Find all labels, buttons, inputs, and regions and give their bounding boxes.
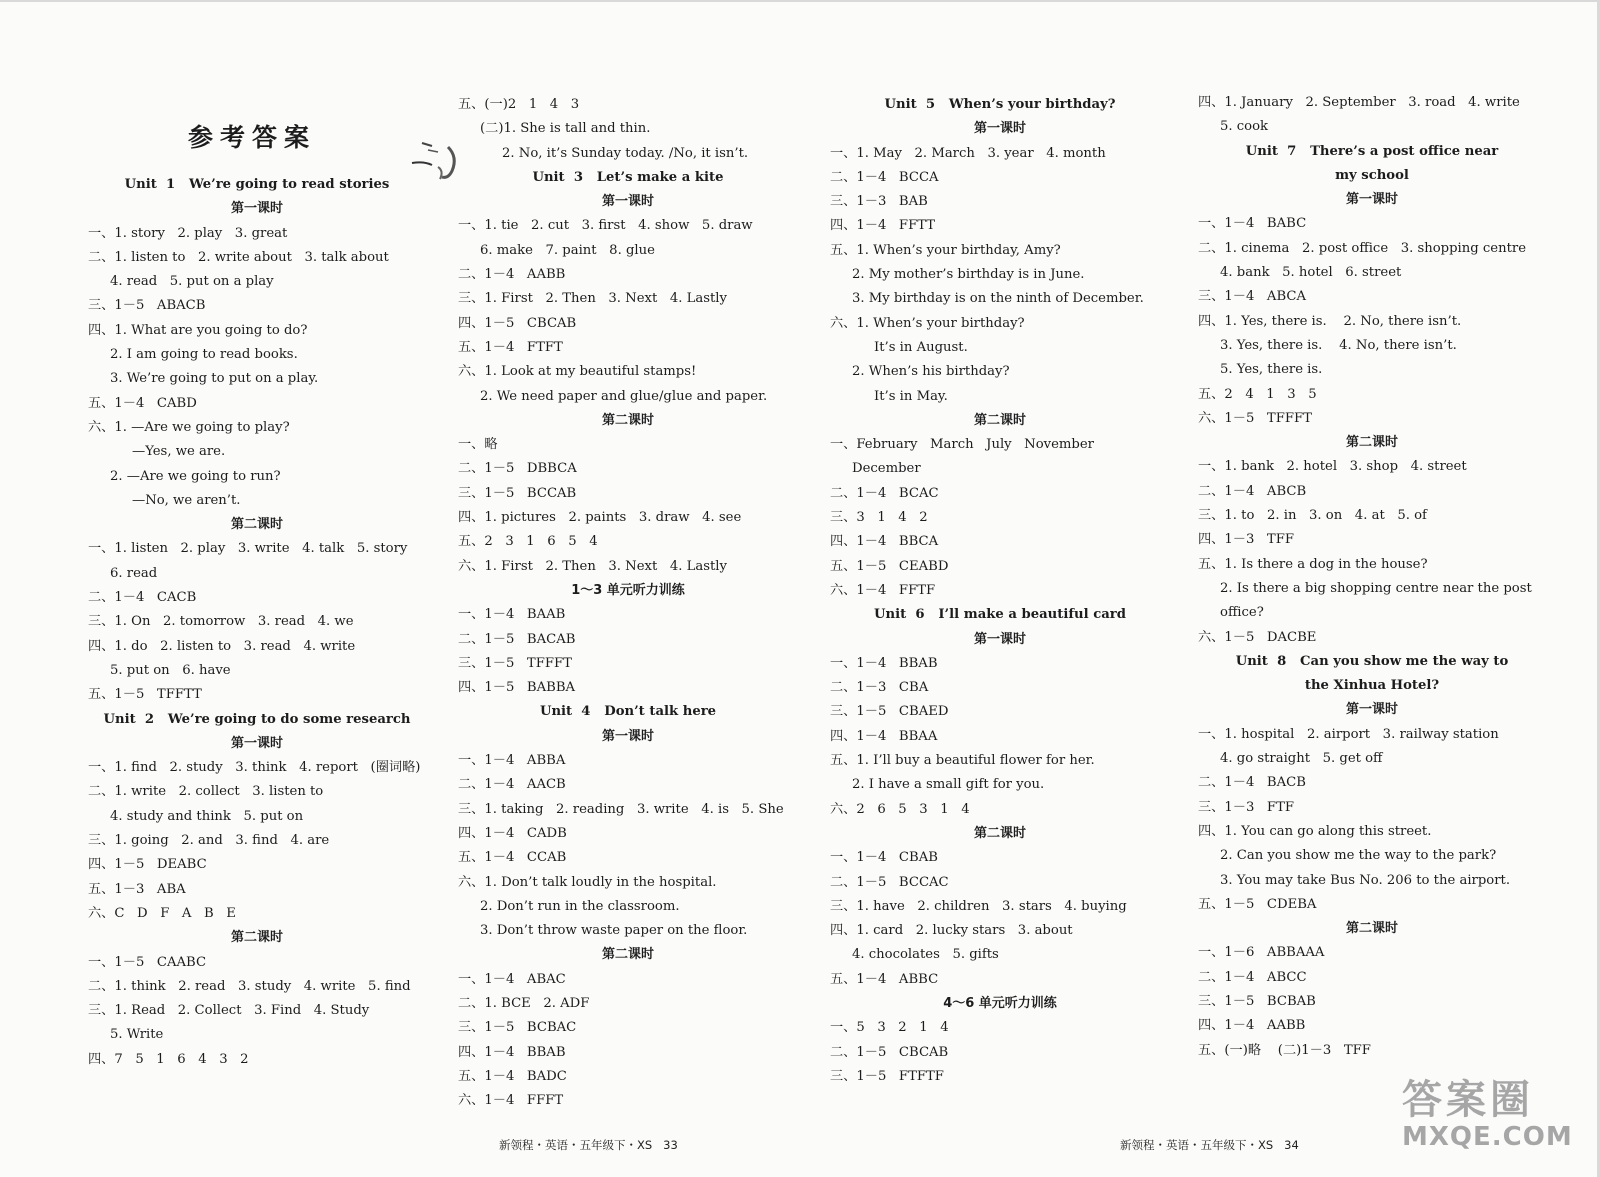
answer-line: —No, we aren’t. [132, 492, 241, 508]
answer-line: 2. —Are we going to run? [110, 468, 281, 484]
answer-line: 五、1－5 CDEBA [1198, 896, 1317, 912]
answer-line: 5. Write [110, 1027, 164, 1043]
answer-line: 六、1. —Are we going to play? [88, 419, 290, 435]
page-footer-left: 新领程・英语・五年级下・XS 33 [499, 1138, 678, 1152]
answer-line: 四、7 5 1 6 4 3 2 [88, 1051, 249, 1067]
answer-line: 三、1－5 BCBAC [458, 1020, 577, 1036]
lesson-heading: 第二课时 [601, 412, 654, 428]
answer-line: 四、1－4 BBCA [830, 534, 939, 550]
answer-line: 五、1－5 TFFTT [88, 687, 202, 703]
answer-line: 2. Don’t run in the classroom. [480, 898, 680, 914]
answer-line: 四、1. January 2. September 3. road 4. write [1198, 95, 1520, 110]
answer-line: 五、1－4 CABD [88, 395, 197, 411]
answer-line: 四、1. You can go along this street. [1198, 823, 1432, 839]
lesson-heading: 4～6 单元听力训练 [943, 995, 1057, 1011]
answer-line: 四、1－4 BBAB [458, 1044, 566, 1060]
lesson-heading: 第一课时 [230, 201, 283, 217]
answer-line: 三、3 1 4 2 [830, 510, 928, 526]
answer-line: 六、1－5 DACBE [1198, 629, 1317, 645]
answer-line: 三、1－3 FTF [1198, 799, 1295, 815]
answer-line: 三、1－3 BAB [830, 194, 928, 210]
answer-line: 六、1. First 2. Then 3. Next 4. Lastly [458, 558, 727, 574]
answer-line: 一、1－4 CBAB [830, 850, 938, 866]
answer-line: 三、1. have 2. children 3. stars 4. buying [830, 898, 1127, 914]
answer-line: office? [1220, 605, 1264, 621]
answer-line: 五、1－3 ABA [88, 881, 186, 897]
answer-line: 6. make 7. paint 8. glue [480, 242, 655, 258]
answer-line: 3. My birthday is on the ninth of December. [852, 291, 1144, 307]
unit-heading: Unit 1 We’re going to read stories [124, 177, 390, 192]
answer-line: 三、1－5 CBAED [830, 704, 949, 720]
answer-line: 二、1－4 AABB [458, 267, 566, 283]
lesson-heading: 第二课时 [230, 517, 283, 533]
answer-line: It’s in August. [874, 339, 968, 355]
answer-column-3 [830, 93, 1170, 1089]
answer-line: 一、1－4 BBAB [830, 655, 938, 671]
answer-line: 六、1－5 TFFFT [1198, 410, 1312, 426]
answer-line: 一、1. listen 2. play 3. write 4. talk 5. story [88, 541, 408, 557]
answer-line: 四、1. What are you going to do? [88, 322, 308, 338]
answer-line: 三、1. First 2. Then 3. Next 4. Lastly [458, 291, 727, 307]
answer-line: 五、2 3 1 6 5 4 [458, 534, 598, 550]
unit-heading: Unit 5 When’s your birthday? [884, 97, 1116, 112]
answer-line: 五、1－4 ABBC [830, 971, 939, 987]
unit-heading: Unit 2 We’re going to do some research [103, 711, 411, 727]
answer-line: 2. No, it’s Sunday today. /No, it isn’t. [502, 145, 749, 161]
answer-line: 一、1. story 2. play 3. great [88, 225, 288, 241]
page-title: 参考答案 [188, 123, 317, 152]
answer-line: 六、C D F A B E [88, 905, 236, 921]
lesson-heading: 第二课时 [230, 930, 283, 946]
answer-line: 四、1. do 2. listen to 3. read 4. write [88, 638, 356, 654]
answer-line: 二、1－3 CBA [830, 680, 929, 696]
answer-line: 四、1－5 DEABC [88, 857, 207, 873]
answer-line: 三、1－5 BCCAB [458, 485, 577, 501]
answer-line: 四、1－3 TFF [1198, 532, 1295, 548]
answer-line: 二、1. think 2. read 3. study 4. write 5. find [88, 978, 411, 994]
answer-line: 一、1. May 2. March 3. year 4. month [830, 145, 1106, 161]
answer-line: 五、1－4 FTFT [458, 339, 563, 355]
answer-line: 六、1. When’s your birthday? [830, 315, 1025, 331]
answer-line: 一、1. bank 2. hotel 3. shop 4. street [1198, 459, 1467, 475]
answer-line: 3. You may take Bus No. 206 to the airport. [1220, 872, 1511, 888]
answer-line: 2. When’s his birthday? [852, 364, 1010, 380]
answer-line: 一、1. hospital 2. airport 3. railway station [1198, 726, 1499, 742]
answer-line: 三、1. to 2. in 3. on 4. at 5. of [1198, 508, 1427, 524]
answer-line: 4. go straight 5. get off [1220, 751, 1383, 767]
answer-line: 六、1－4 FFTF [830, 582, 936, 598]
answer-line: 五、(一)略 (二)1－3 TFF [1198, 1042, 1371, 1058]
column-3-body [830, 93, 1170, 1089]
lesson-heading: 第二课时 [601, 947, 654, 963]
answer-line: 一、1. find 2. study 3. think 4. report (圈词略) [88, 760, 421, 776]
answer-line: 五、2 4 1 3 5 [1198, 386, 1317, 402]
watermark [1402, 1078, 1592, 1170]
answer-line: 5. Yes, there is. [1220, 362, 1323, 378]
answer-line: 四、1－4 BBAA [830, 728, 938, 744]
answer-line: 3. Don’t throw waste paper on the floor. [480, 923, 748, 939]
lesson-heading: 第一课时 [1345, 192, 1398, 208]
unit-heading: Unit 8 Can you show me the way to [1235, 653, 1509, 669]
answer-line: 五、1. When’s your birthday, Amy? [830, 242, 1061, 258]
column-4-body [1198, 91, 1546, 1063]
answer-line: 六、1. Look at my beautiful stamps! [458, 364, 697, 380]
answer-line: 三、1. taking 2. reading 3. write 4. is 5. She [458, 801, 784, 817]
answer-line: (二)1. She is tall and thin. [480, 121, 651, 137]
unit-heading: Unit 4 Don’t talk here [539, 704, 717, 720]
answer-column-4 [1198, 91, 1546, 1063]
unit-heading: my school [1335, 167, 1409, 183]
answer-line: 一、1－5 CAABC [88, 954, 207, 970]
answer-line: 四、1－5 CBCAB [458, 315, 577, 331]
answer-line: 4. chocolates 5. gifts [852, 947, 999, 963]
answer-line: 二、1. write 2. collect 3. listen to [88, 784, 324, 800]
lesson-heading: 1～3 单元听力训练 [571, 582, 685, 598]
answer-line: 一、1－4 ABBA [458, 753, 566, 769]
answer-line: 二、1－4 BCCA [830, 169, 939, 185]
answer-line: 三、1. On 2. tomorrow 3. read 4. we [88, 614, 354, 630]
answer-line: 二、1. cinema 2. post office 3. shopping centre [1198, 240, 1526, 256]
answer-line: 一、1－4 BABC [1198, 216, 1307, 232]
answer-line: 五、1－5 CEABD [830, 558, 949, 574]
lesson-heading: 第一课时 [601, 728, 654, 744]
lesson-heading: 第一课时 [973, 121, 1026, 137]
answer-line: 三、1－4 ABCA [1198, 289, 1306, 305]
answer-line: 二、1－4 ABCC [1198, 969, 1307, 985]
watermark-url: MXQE.COM [1402, 1122, 1573, 1152]
answer-line: 2. Is there a big shopping centre near the post [1220, 580, 1532, 596]
answer-line: 三、1－5 FTFTF [830, 1068, 944, 1084]
answer-line: 二、1－5 CBCAB [830, 1044, 949, 1060]
lesson-heading: 第二课时 [973, 412, 1026, 428]
column-2-body [458, 93, 798, 1113]
answer-line: 五、1. Is there a dog in the house? [1198, 556, 1428, 572]
lesson-heading: 第二课时 [973, 825, 1026, 841]
answer-line: 三、1－5 TFFFT [458, 655, 572, 671]
answer-line: 3. Yes, there is. 4. No, there isn’t. [1220, 337, 1457, 353]
answer-line: 二、1－4 BACB [1198, 775, 1306, 791]
answer-line: 三、1. going 2. and 3. find 4. are [88, 833, 330, 849]
answer-line: 一、1－6 ABBAAA [1198, 945, 1325, 961]
answer-line: 五、1－4 BADC [458, 1068, 567, 1084]
answer-line: December [852, 461, 921, 477]
unit-heading: Unit 6 I’ll make a beautiful card [874, 607, 1126, 623]
answer-line: 二、1. BCE 2. ADF [458, 995, 590, 1011]
answer-line: 2. I have a small gift for you. [852, 777, 1045, 793]
answer-line: 四、1. card 2. lucky stars 3. about [830, 923, 1073, 939]
answer-line: 二、1－4 CACB [88, 590, 197, 606]
answer-line: 四、1－4 CADB [458, 825, 567, 841]
page-edge-top [0, 0, 1600, 2]
answer-line: It’s in May. [874, 388, 948, 404]
lesson-heading: 第一课时 [601, 194, 654, 210]
answer-line: 三、1. Read 2. Collect 3. Find 4. Study [88, 1003, 370, 1019]
answer-line: 三、1－5 BCBAB [1198, 993, 1316, 1009]
answer-line: 四、1－4 FFTT [830, 218, 936, 234]
lesson-heading: 第一课时 [973, 631, 1026, 647]
lesson-heading: 第二课时 [1345, 921, 1398, 937]
unit-heading: the Xinhua Hotel? [1304, 678, 1440, 694]
answer-line: 五、1. I’ll buy a beautiful flower for her. [830, 753, 1095, 769]
answer-line: 2. My mother’s birthday is in June. [852, 267, 1085, 283]
answer-line: 一、February March July November [830, 437, 1094, 453]
answer-line: 二、1－5 BCCAC [830, 874, 949, 890]
answer-line: 六、1. Don’t talk loudly in the hospital. [458, 874, 717, 890]
answer-line: 2. I am going to read books. [110, 347, 298, 363]
lesson-heading: 第二课时 [1345, 435, 1398, 451]
answer-line: 三、1－5 ABACB [88, 298, 206, 314]
answer-line: 5. cook [1220, 119, 1269, 135]
page-footer-right: 新领程・英语・五年级下・XS 34 [1120, 1138, 1299, 1152]
unit-heading: Unit 7 There’s a post office near [1245, 143, 1499, 159]
answer-line: 4. read 5. put on a play [110, 274, 274, 290]
answer-line: 一、略 [458, 437, 498, 453]
answer-line: 二、1－5 DBBCA [458, 461, 577, 477]
answer-line: 2. We need paper and glue/glue and paper. [480, 388, 768, 404]
column-1-body [88, 173, 426, 1072]
answer-line: 二、1－4 ABCB [1198, 483, 1307, 499]
answer-line: 3. We’re going to put on a play. [110, 371, 319, 387]
answer-line: 4. bank 5. hotel 6. street [1220, 265, 1402, 281]
watermark-logo: 答案圈 [1402, 1077, 1534, 1123]
answer-column-1 [88, 113, 426, 1072]
answer-line: 四、1－4 AABB [1198, 1018, 1306, 1034]
answer-line: 一、5 3 2 1 4 [830, 1020, 949, 1036]
answer-line: 一、1. tie 2. cut 3. first 4. show 5. draw [458, 218, 753, 234]
answer-line: 四、1. Yes, there is. 2. No, there isn’t. [1198, 313, 1462, 329]
answer-line: 六、1－4 FFFT [458, 1093, 564, 1109]
answer-column-2 [458, 93, 798, 1113]
answer-line: 一、1－4 ABAC [458, 971, 566, 987]
unit-heading: Unit 3 Let’s make a kite [532, 169, 724, 185]
answer-line: 六、2 6 5 3 1 4 [830, 801, 970, 817]
answer-line: 二、1－4 AACB [458, 777, 566, 793]
answer-line: 二、1－4 BCAC [830, 485, 939, 501]
answer-line: 4. study and think 5. put on [110, 808, 304, 824]
answer-line: 五、(一)2 1 4 3 [458, 97, 580, 112]
answer-line: 二、1－5 BACAB [458, 631, 576, 647]
answer-line: 2. Can you show me the way to the park? [1220, 848, 1497, 864]
answer-line: 二、1. listen to 2. write about 3. talk about [88, 249, 389, 265]
lesson-heading: 第一课时 [230, 735, 283, 751]
answer-line: —Yes, we are. [132, 444, 226, 460]
answer-line: 6. read [110, 565, 158, 581]
answer-line: 五、1－4 CCAB [458, 850, 567, 866]
answer-line: 四、1－5 BABBA [458, 680, 576, 696]
answer-line: 四、1. pictures 2. paints 3. draw 4. see [458, 510, 742, 526]
answer-line: 一、1－4 BAAB [458, 607, 566, 623]
answer-line: 5. put on 6. have [110, 662, 231, 678]
lesson-heading: 第一课时 [1345, 702, 1398, 718]
